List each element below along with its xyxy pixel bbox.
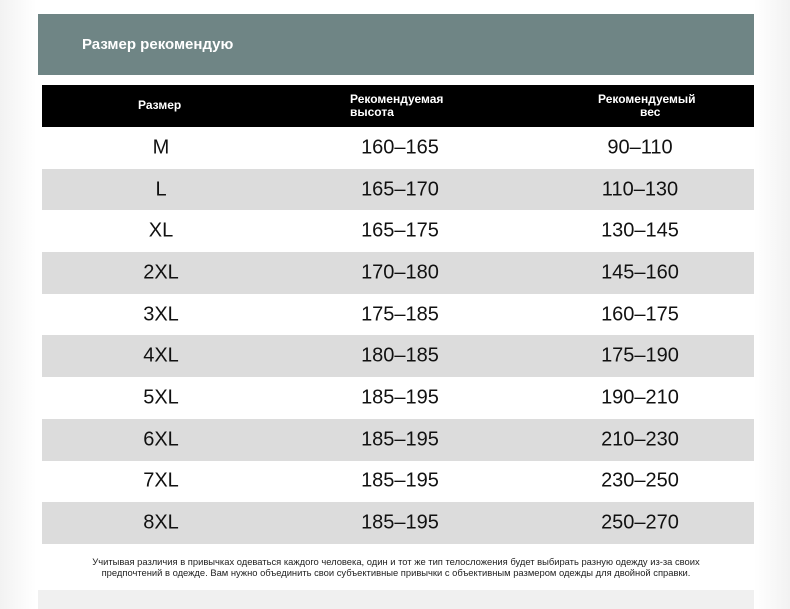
height-cell: 170–180 [361,261,439,284]
table-body [42,127,754,544]
table-header [42,85,754,127]
weight-cell: 160–175 [601,303,679,326]
size-cell: 8XL [143,511,179,534]
table-row [42,502,754,544]
left-margin-shade [0,0,36,609]
weight-cell: 90–110 [607,136,673,159]
footnote-line1: Учитывая различия в привычках одеваться каждого человека, один и тот же тип телосложения будет выбирать разную одежду из-за своих [92,556,700,567]
header-height-line2: высота [350,105,394,119]
right-margin-shade [754,0,790,609]
weight-cell: 250–270 [601,511,679,534]
header-weight-line2: вес [640,105,661,119]
table-row [42,252,754,294]
height-cell: 175–185 [361,303,439,326]
footnote-line2: предпочтений в одежде. Вам нужно объединить свои субъективные привычки с объективным размером одежды для двойной справки. [101,567,691,578]
size-cell: 6XL [143,428,179,451]
table-row [42,294,754,336]
size-cell: 2XL [143,261,179,284]
size-cell: M [152,136,170,159]
height-cell: 165–175 [361,219,439,242]
weight-cell: 130–145 [601,219,679,242]
size-cell: L [155,178,167,201]
table-row [42,127,754,169]
header-height-line1: Рекомендуемая [350,92,444,106]
footnote [40,556,752,578]
height-cell: 185–195 [361,428,439,451]
size-cell: 5XL [143,386,179,409]
table-row [42,335,754,377]
header-weight-line1: Рекомендуемый [598,92,696,106]
table-row [42,377,754,419]
height-cell: 165–170 [361,178,439,201]
size-cell: 7XL [143,469,179,492]
height-cell: 180–185 [361,344,439,367]
size-cell: 3XL [143,303,179,326]
table-row [42,169,754,211]
height-cell: 160–165 [361,136,439,159]
weight-cell: 190–210 [601,386,679,409]
height-cell: 185–195 [361,386,439,409]
bottom-strip [38,590,754,609]
weight-cell: 210–230 [601,428,679,451]
height-cell: 185–195 [361,469,439,492]
weight-cell: 230–250 [601,469,679,492]
header-weight [598,93,696,119]
weight-cell: 175–190 [601,344,679,367]
weight-cell: 145–160 [601,261,679,284]
table-row [42,419,754,461]
size-cell: XL [148,219,174,242]
height-cell: 185–195 [361,511,439,534]
weight-cell: 110–130 [601,178,679,201]
size-cell: 4XL [143,344,179,367]
table-row [42,461,754,503]
page-title: Размер рекомендую [82,36,234,53]
table-row [42,210,754,252]
header-height [350,93,443,119]
header-size: Размер [138,98,182,112]
